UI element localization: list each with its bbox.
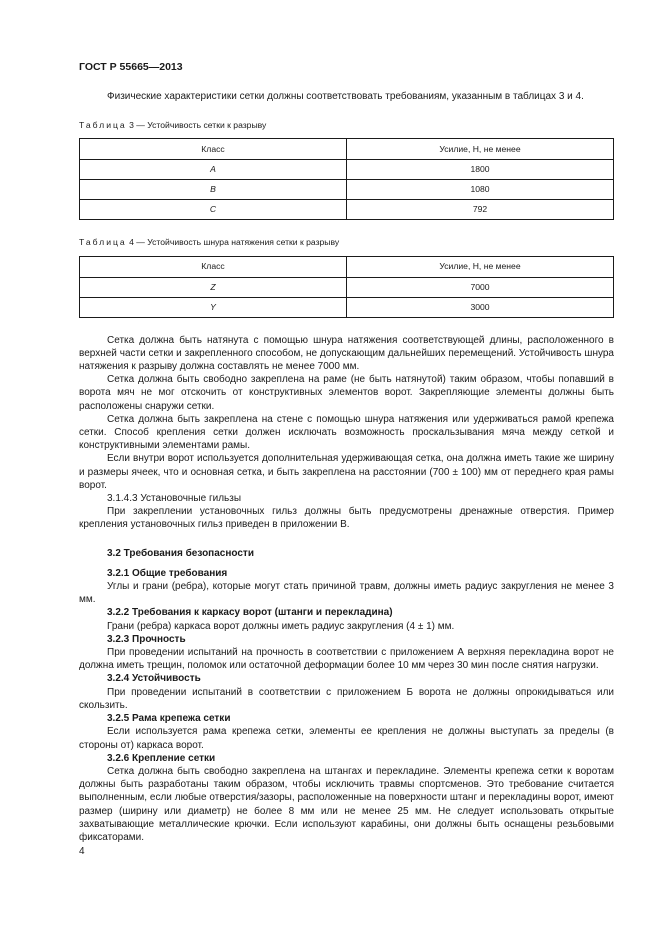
paragraph: Сетка должна быть свободно закреплена на штангах и перекладине. Элементы крепежа сетки к воротам должны быть разработаны таким образом, чтобы исключить травмы спортсменов. Это требование считается выполненным, если любые отверстия/зазоры, расположенные на поверхности штанг и перекладины ворот, имеют размер (ширину или диаметр) не более 8 мм или не менее 25 мм. Не следует использовать открытые захватывающие металлические крючки. Если используют карабины, они должны быть оснащены резьбовыми фиксаторами. <box>79 765 614 843</box>
paragraph: Сетка должна быть закреплена на стене с помощью шнура натяжения или удерживаться рамой крепежа сетки. Способ крепления сетки должен исключать возможность проскальзывания мяча между сеткой и конструктивными элементами рамы. <box>79 413 614 452</box>
table-row <box>80 180 614 200</box>
table4-caption <box>79 236 614 249</box>
table-header-row <box>80 256 614 277</box>
paragraph: При проведении испытаний в соответствии с приложением Б ворота не должны опрокидываться или скользить. <box>79 686 614 711</box>
force-cell: 792 <box>347 200 614 220</box>
paragraph: Сетка должна быть свободно закреплена на раме (не быть натянутой) таким образом, чтобы попавший в ворота мяч не мог отскочить от конструктивных элементов ворот. Закрепляющие элементы должны быть расположены снаружи сетки. <box>79 374 614 412</box>
force-cell: 1800 <box>347 160 614 180</box>
table-row <box>80 200 614 220</box>
subsection-heading: 3.1.4.3 Установочные гильзы <box>107 493 242 505</box>
table4-title: 4 — Устойчивость шнура натяжения сетки к разрыву <box>126 237 340 248</box>
class-cell: A <box>80 160 347 180</box>
class-cell: Z <box>80 277 347 297</box>
force-cell: 7000 <box>347 277 614 297</box>
table-row <box>80 277 614 297</box>
force-cell: 3000 <box>347 297 614 317</box>
table-header-row <box>80 139 614 160</box>
header-class: Класс <box>80 256 347 277</box>
intro-paragraph: Физические характеристики сетки должны соответствовать требованиям, указанным в таблицах 3 и 4. <box>107 91 584 102</box>
class-cell: B <box>80 180 347 200</box>
header-class: Класс <box>80 139 347 160</box>
class-cell: Y <box>80 297 347 317</box>
section-heading: 3.2.1 Общие требования <box>107 567 228 579</box>
table3 <box>79 138 614 220</box>
document-body <box>79 90 614 844</box>
section-heading: 3.2.2 Требования к каркасу ворот (штанги и перекладина) <box>107 607 393 619</box>
paragraph: Если используется рама крепежа сетки, элементы ее крепления не должны выступать за пределы (в стороны от) каркаса ворот. <box>79 726 614 751</box>
table-row <box>80 297 614 317</box>
header-force: Усилие, Н, не менее <box>347 256 614 277</box>
class-cell: C <box>80 200 347 220</box>
table4-label: Таблица <box>79 237 127 248</box>
force-cell: 1080 <box>347 180 614 200</box>
section-heading: 3.2.5 Рама крепежа сетки <box>107 713 231 725</box>
table3-caption <box>79 119 614 132</box>
paragraph: Грани (ребра) каркаса ворот должны иметь радиус закругления (4 ± 1) мм. <box>107 620 455 632</box>
section-heading: 3.2.6 Крепление сетки <box>107 752 216 764</box>
paragraph: Сетка должна быть натянута с помощью шнура натяжения соответствующей длины, расположенного в верхней части сетки и закрепленного способом, не допускающим дальнейших перемещений. Устойчивость шнура натяжения к разрыву должна составлять не менее 7000 мм. <box>79 334 614 373</box>
header-force: Усилие, Н, не менее <box>347 139 614 160</box>
table3-title: 3 — Устойчивость сетки к разрыву <box>126 120 267 131</box>
standard-header: ГОСТ Р 55665—2013 <box>79 61 183 73</box>
section-heading: 3.2.4 Устойчивость <box>107 673 201 685</box>
paragraph: При проведении испытаний на прочность в соответствии с приложением А верхняя перекладина ворот не должна иметь трещин, поломок или остаточной деформации более 10 мм через 30 мин после снятия нагрузки. <box>79 647 614 672</box>
table4 <box>79 256 614 318</box>
section-heading: 3.2 Требования безопасности <box>107 547 254 559</box>
table3-label: Таблица <box>79 120 127 131</box>
section-heading: 3.2.3 Прочность <box>107 633 186 645</box>
paragraph: Если внутри ворот используется дополнительная удерживающая сетка, она должна иметь такие же ширину и размеры ячеек, что и основная сетка, и быть закреплена на расстоянии (700 ± 100) мм от переднего края рамы ворот. <box>79 453 614 491</box>
table-row <box>80 160 614 180</box>
paragraph: Углы и грани (ребра), которые могут стать причиной травм, должны иметь радиус закругления не менее 3 мм. <box>79 581 614 606</box>
page-number: 4 <box>79 846 85 857</box>
paragraph: При закреплении установочных гильз должны быть предусмотрены дренажные отверстия. Пример крепления установочных гильз приведен в приложении В. <box>79 506 614 531</box>
